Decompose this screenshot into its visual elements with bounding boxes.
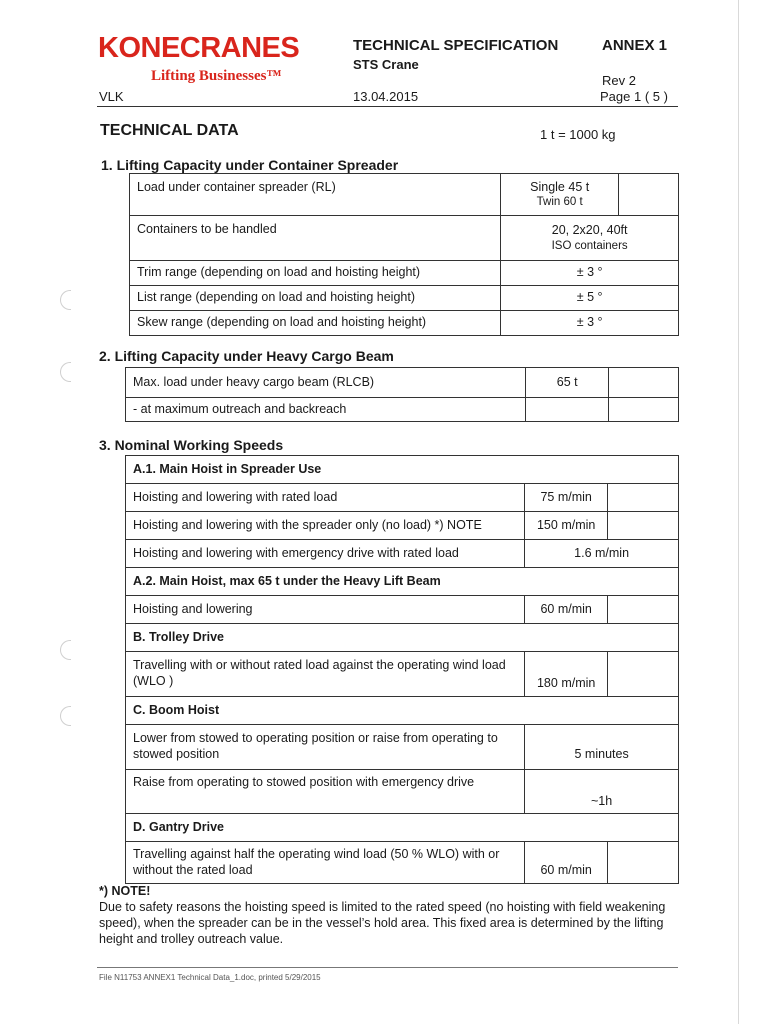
row-value bbox=[526, 398, 609, 422]
row-label: Skew range (depending on load and hoisting height) bbox=[130, 311, 501, 336]
header-rule bbox=[97, 106, 678, 107]
row-value: 1.6 m/min bbox=[525, 540, 679, 568]
document-title: TECHNICAL SPECIFICATION bbox=[353, 37, 559, 54]
page-number: Page 1 ( 5 ) bbox=[600, 89, 668, 104]
subsection-header-a1: A.1. Main Hoist in Spreader Use bbox=[126, 456, 679, 484]
row-label: Travelling with or without rated load against the operating wind load (WLO ) bbox=[126, 652, 525, 697]
table-row bbox=[126, 398, 679, 422]
row-value: 5 minutes bbox=[525, 725, 679, 770]
row-label: Trim range (depending on load and hoisting height) bbox=[130, 261, 501, 286]
table-row bbox=[130, 216, 679, 261]
section-title: TECHNICAL DATA bbox=[100, 122, 239, 139]
heavy-cargo-table bbox=[125, 367, 679, 422]
subsection-header-d: D. Gantry Drive bbox=[126, 814, 679, 842]
punch-hole-mark bbox=[60, 640, 71, 660]
row-value: Single 45 t Twin 60 t bbox=[501, 174, 619, 216]
row-value: 60 m/min bbox=[525, 596, 608, 624]
empty-cell bbox=[619, 174, 679, 216]
table-row bbox=[126, 725, 679, 770]
row-value: ± 3 ° bbox=[501, 261, 679, 286]
row-label: Containers to be handled bbox=[130, 216, 501, 261]
product-name: STS Crane bbox=[353, 57, 419, 72]
note-text: Due to safety reasons the hoisting speed is limited to the rated speed (no hoisting with field weakening speed), when the spreader can be in the vessel’s hold area. This fixed area is determined by the lifting height and trolley outreach value. bbox=[99, 900, 666, 946]
section-3-heading: 3. Nominal Working Speeds bbox=[99, 437, 284, 453]
row-value: 20, 2x20, 40ft ISO containers bbox=[501, 216, 679, 261]
row-label: Hoisting and lowering bbox=[126, 596, 525, 624]
row-label: Hoisting and lowering with emergency drive with rated load bbox=[126, 540, 525, 568]
author-initials: VLK bbox=[99, 89, 124, 104]
table-row bbox=[126, 652, 679, 697]
punch-hole-mark bbox=[60, 290, 71, 310]
note-title: *) NOTE! bbox=[99, 884, 151, 898]
row-label: Raise from operating to stowed position with emergency drive bbox=[126, 770, 525, 814]
logo-tagline: Lifting Businesses™ bbox=[151, 68, 282, 84]
table-row bbox=[126, 842, 679, 884]
row-value: 180 m/min bbox=[525, 652, 608, 697]
empty-cell bbox=[608, 596, 679, 624]
row-label: Lower from stowed to operating position or raise from operating to stowed position bbox=[126, 725, 525, 770]
table-row bbox=[126, 484, 679, 512]
row-value: 65 t bbox=[526, 368, 609, 398]
company-logo: KONECRANES bbox=[98, 32, 300, 64]
empty-cell bbox=[608, 512, 679, 540]
row-value: 60 m/min bbox=[525, 842, 608, 884]
empty-cell bbox=[608, 842, 679, 884]
table-row bbox=[126, 540, 679, 568]
punch-hole-mark bbox=[60, 706, 71, 726]
footer-file-info: File N11753 ANNEX1 Technical Data_1.doc, printed 5/29/2015 bbox=[99, 973, 321, 982]
table-row bbox=[130, 311, 679, 336]
row-label: Hoisting and lowering with the spreader only (no load) *) NOTE bbox=[126, 512, 525, 540]
row-value: 150 m/min bbox=[525, 512, 608, 540]
table-row bbox=[130, 286, 679, 311]
subsection-header-c: C. Boom Hoist bbox=[126, 697, 679, 725]
section-2-heading: 2. Lifting Capacity under Heavy Cargo Beam bbox=[99, 348, 394, 364]
subsection-header-b: B. Trolley Drive bbox=[126, 624, 679, 652]
table-row bbox=[126, 770, 679, 814]
table-row bbox=[130, 174, 679, 216]
annex-label: ANNEX 1 bbox=[602, 37, 668, 54]
punch-hole-mark bbox=[60, 362, 71, 382]
row-label: List range (depending on load and hoisting height) bbox=[130, 286, 501, 311]
unit-note: 1 t = 1000 kg bbox=[540, 127, 616, 142]
document-date: 13.04.2015 bbox=[353, 89, 419, 104]
lifting-capacity-table bbox=[129, 173, 679, 336]
table-row bbox=[126, 368, 679, 398]
row-value: ~1h bbox=[525, 770, 679, 814]
row-value: 75 m/min bbox=[525, 484, 608, 512]
table-row bbox=[126, 512, 679, 540]
row-label: Load under container spreader (RL) bbox=[130, 174, 501, 216]
row-label: Travelling against half the operating wind load (50 % WLO) with or without the rated load bbox=[126, 842, 525, 884]
section-1-heading: 1. Lifting Capacity under Container Spreader bbox=[101, 157, 399, 173]
row-value: ± 5 ° bbox=[501, 286, 679, 311]
row-label: - at maximum outreach and backreach bbox=[126, 398, 526, 422]
table-row bbox=[130, 261, 679, 286]
empty-cell bbox=[609, 398, 679, 422]
subsection-header-a2: A.2. Main Hoist, max 65 t under the Heavy Lift Beam bbox=[126, 568, 679, 596]
footer-rule bbox=[97, 967, 678, 968]
revision: Rev 2 bbox=[602, 73, 636, 88]
row-value: ± 3 ° bbox=[501, 311, 679, 336]
empty-cell bbox=[609, 368, 679, 398]
page-edge bbox=[738, 0, 739, 1024]
row-label: Hoisting and lowering with rated load bbox=[126, 484, 525, 512]
working-speeds-table bbox=[125, 455, 679, 884]
empty-cell bbox=[608, 484, 679, 512]
empty-cell bbox=[608, 652, 679, 697]
row-label: Max. load under heavy cargo beam (RLCB) bbox=[126, 368, 526, 398]
table-row bbox=[126, 596, 679, 624]
